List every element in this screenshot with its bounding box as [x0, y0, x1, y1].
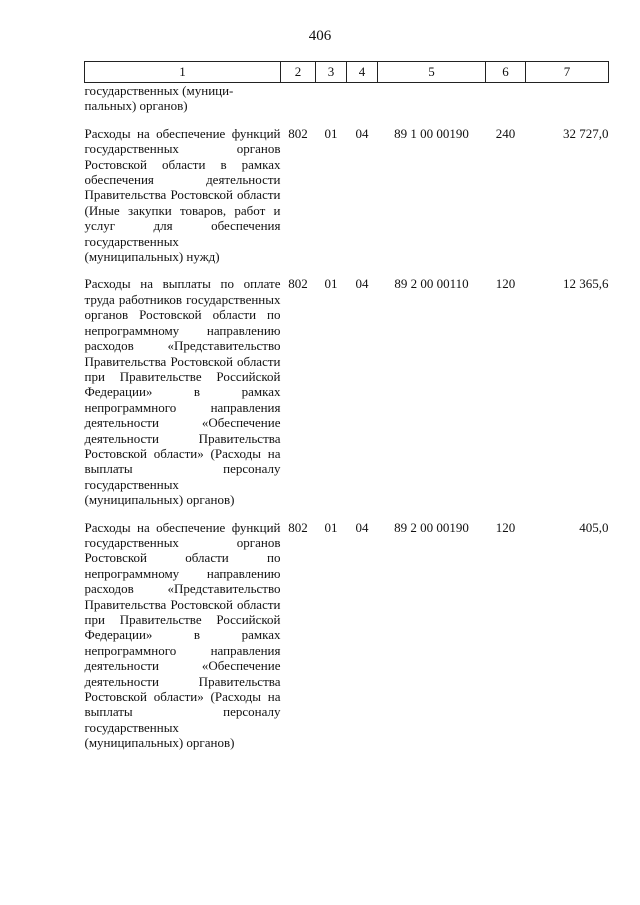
row-target: 89 1 00 00190 [394, 125, 469, 141]
row-description: Расходы на обеспечение функций государственных органов Ростовской области в рамках обеспечения деятельности Правительства Ростовской области (Иные закупки товаров, работ и услуг для обеспечения государственных (муниципальных) нужд) [84, 125, 281, 265]
row-ministry: 802 [288, 125, 308, 141]
row-type: 120 [495, 276, 516, 292]
row-subsection: 04 [355, 125, 369, 141]
header-row [85, 62, 609, 83]
budget-table [84, 61, 609, 763]
row-ministry: 802 [288, 276, 308, 292]
table-row [85, 276, 609, 519]
row-subsection: 04 [355, 519, 369, 535]
row-description: Расходы на выплаты по оплате труда работников государственных органов Ростовской области по непрограммному направлению расходов «Представительство Правительства Ростовской области при Правительстве Российской Федерации» в рамках непрограммного направления деятельности «Обеспечение деятельности Правительства Ростовской области» (Расходы на выплаты персоналу государственных (муниципальных) органов) [84, 276, 281, 508]
table-row [85, 83, 609, 126]
row-amount: 32 727,0 [563, 125, 609, 141]
header-col-6: 6 [486, 62, 526, 83]
row-amount [526, 83, 609, 126]
row-description: Расходы на обеспечение функций государственных органов Ростовской области по непрограммному направлению расходов «Представительство Правительства Ростовской области при Правительстве Российской Федерации» в рамках непрограммного направления деятельности «Обеспечение деятельности Правительства Ростовской области» (Расходы на выплаты персоналу государственных (муниципальных) органов) [84, 519, 281, 751]
row-type: 120 [495, 519, 516, 535]
header-col-3: 3 [316, 62, 347, 83]
row-type: 240 [495, 125, 516, 141]
header-col-2: 2 [281, 62, 316, 83]
header-col-1: 1 [85, 62, 281, 83]
row-subsection [347, 83, 378, 126]
row-description-text: государственных (муници- пальных) органов) [84, 83, 234, 114]
header-col-4: 4 [347, 62, 378, 83]
row-subsection: 04 [355, 276, 369, 292]
row-section [316, 83, 347, 126]
table-row [85, 126, 609, 277]
row-section: 01 [324, 519, 338, 535]
header-col-7: 7 [526, 62, 609, 83]
row-target: 89 2 00 00190 [394, 519, 469, 535]
row-ministry [281, 83, 316, 126]
row-target: 89 2 00 00110 [394, 276, 469, 292]
row-section: 01 [324, 125, 338, 141]
table-row [85, 520, 609, 763]
row-description [85, 83, 281, 126]
row-type [486, 83, 526, 126]
row-section: 01 [324, 276, 338, 292]
row-amount: 12 365,6 [563, 276, 609, 292]
row-amount: 405,0 [579, 519, 609, 535]
row-target [378, 83, 486, 126]
row-ministry: 802 [288, 519, 308, 535]
header-col-5: 5 [378, 62, 486, 83]
page-number: 406 [308, 28, 332, 44]
